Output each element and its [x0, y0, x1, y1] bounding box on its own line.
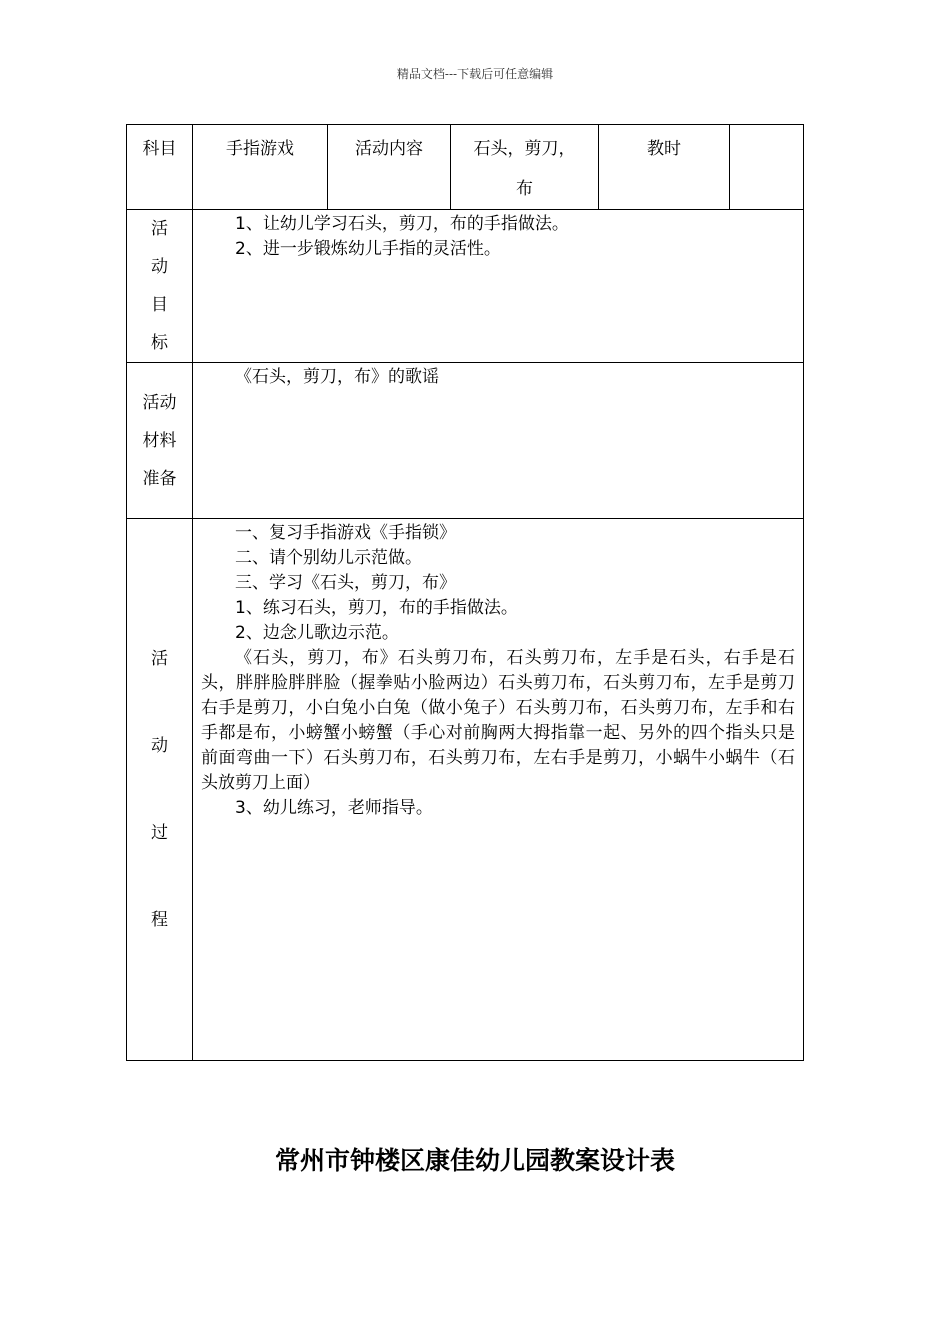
process-label-char: 程 — [151, 909, 168, 930]
subject-value-cell — [193, 125, 328, 210]
song-lyrics: 《石头，剪刀，布》石头剪刀布，石头剪刀布，左手是石头，右手是石头，胖胖脸胖胖脸（握拳贴小脸两边）石头剪刀布，石头剪刀布，左手是剪刀右手是剪刀，小白兔小白兔（做小兔子）石头剪刀布，石头剪刀布，左手和右手都是布，小螃蟹小螃蟹（手心对前胸两大拇指靠一起、另外的四个指头只是前面弯曲一下）石头剪刀布，石头剪刀布，左右手是剪刀，小蜗牛小蜗牛（石头放剪刀上面） — [201, 648, 795, 793]
goals-label-char: 动 — [151, 257, 168, 277]
content-label-cell — [328, 125, 451, 210]
process-content-cell — [193, 519, 804, 1061]
process-label-char: 活 — [151, 648, 168, 669]
content-value-cell — [451, 125, 599, 210]
goals-label-cell — [127, 210, 193, 363]
header-row — [127, 125, 804, 210]
content-value-line2: 布 — [516, 179, 533, 199]
hours-label-cell — [599, 125, 730, 210]
content-value-line1: 石头，剪刀， — [473, 139, 576, 159]
goals-label-char: 活 — [151, 219, 168, 239]
materials-label-line: 准备 — [142, 468, 177, 489]
process-step: 二、请个别幼儿示范做。 — [235, 548, 422, 568]
lesson-plan-table — [126, 124, 804, 1061]
materials-line: 《石头，剪刀，布》的歌谣 — [235, 367, 439, 387]
materials-label-line: 材料 — [142, 430, 177, 451]
goal-line: 1、让幼儿学习石头，剪刀，布的手指做法。 — [235, 214, 569, 234]
document-title: 常州市钟楼区康佳幼儿园教案设计表 — [274, 1146, 675, 1175]
subject-label: 科目 — [142, 139, 177, 159]
process-final-step: 3、幼儿练习，老师指导。 — [235, 798, 433, 818]
process-step: 1、练习石头，剪刀，布的手指做法。 — [235, 598, 518, 618]
materials-label-line: 活动 — [142, 392, 177, 413]
goals-label-char: 标 — [151, 333, 168, 353]
process-label-char: 动 — [151, 735, 168, 756]
subject-label-cell — [127, 125, 193, 210]
materials-content-cell — [193, 363, 804, 519]
materials-label-cell — [127, 363, 193, 519]
hours-label: 教时 — [647, 139, 681, 159]
materials-row — [127, 363, 804, 519]
process-label-char: 过 — [151, 822, 168, 843]
goals-label-char: 目 — [151, 295, 168, 315]
goals-row — [127, 210, 804, 363]
content-label: 活动内容 — [355, 139, 423, 159]
process-step: 2、边念儿歌边示范。 — [235, 623, 399, 643]
process-step: 一、复习手指游戏《手指锁》 — [235, 523, 456, 543]
goal-line: 2、进一步锻炼幼儿手指的灵活性。 — [235, 239, 501, 259]
subject-value: 手指游戏 — [226, 139, 294, 159]
watermark-text: 精品文档---下载后可任意编辑 — [396, 67, 554, 81]
process-step: 三、学习《石头，剪刀，布》 — [235, 573, 456, 593]
hours-value-cell — [730, 125, 804, 210]
goals-content-cell — [193, 210, 804, 363]
process-label-cell — [127, 519, 193, 1061]
process-row — [127, 519, 804, 1061]
